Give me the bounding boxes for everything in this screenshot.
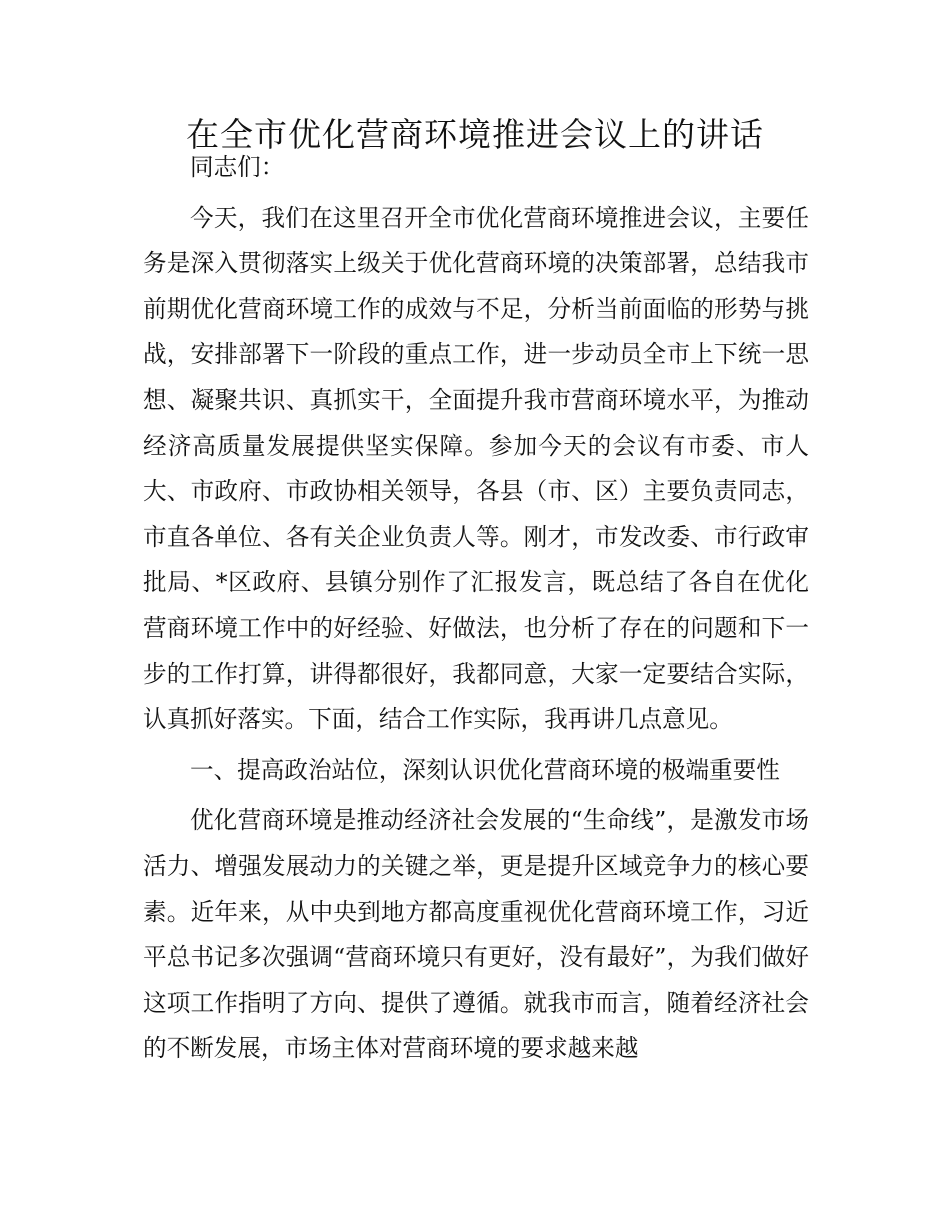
intro-paragraph: 今天，我们在这里召开全市优化营商环境推进会议，主要任务是深入贯彻落实上级关于优化营商环境的决策部署，总结我市前期优化营商环境工作的成效与不足，分析当前面临的形势与挑战，安排部署下一阶段的重点工作，进一步动员全市上下统一思想、凝聚共识、真抓实干，全面提升我市营商环境水平，为推动经济高质量发展提供坚实保障。参加今天的会议有市委、市人大、市政府、市政协相关领导，各县（市、区）主要负责同志，市直各单位、各有关企业负责人等。刚才，市发改委、市行政审批局、*区政府、县镇分别作了汇报发言，既总结了各自在优化营商环境工作中的好经验、好做法，也分析了存在的问题和下一步的工作打算，讲得都很好，我都同意，大家一定要结合实际，认真抓好落实。下面，结合工作实际，我再讲几点意见。 <box>143 203 809 734</box>
section-heading: 一、提高政治站位，深刻认识优化营商环境的极端重要性 <box>190 755 780 784</box>
section-paragraph: 优化营商环境是推动经济社会发展的“生命线”，是激发市场活力、增强发展动力的关键之举，更是提升区域竞争力的核心要素。近年来，从中央到地方都高度重视优化营商环境工作，习近平总书记多次强调“营商环境只有更好，没有最好”，为我们做好这项工作指明了方向、提供了遵循。就我市而言，随着经济社会的不断发展，市场主体对营商环境的要求越来越 <box>143 806 809 1063</box>
salutation: 同志们： <box>190 153 285 181</box>
document-body <box>143 145 809 1072</box>
document-title: 在全市优化营商环境推进会议上的讲话 <box>186 115 764 154</box>
